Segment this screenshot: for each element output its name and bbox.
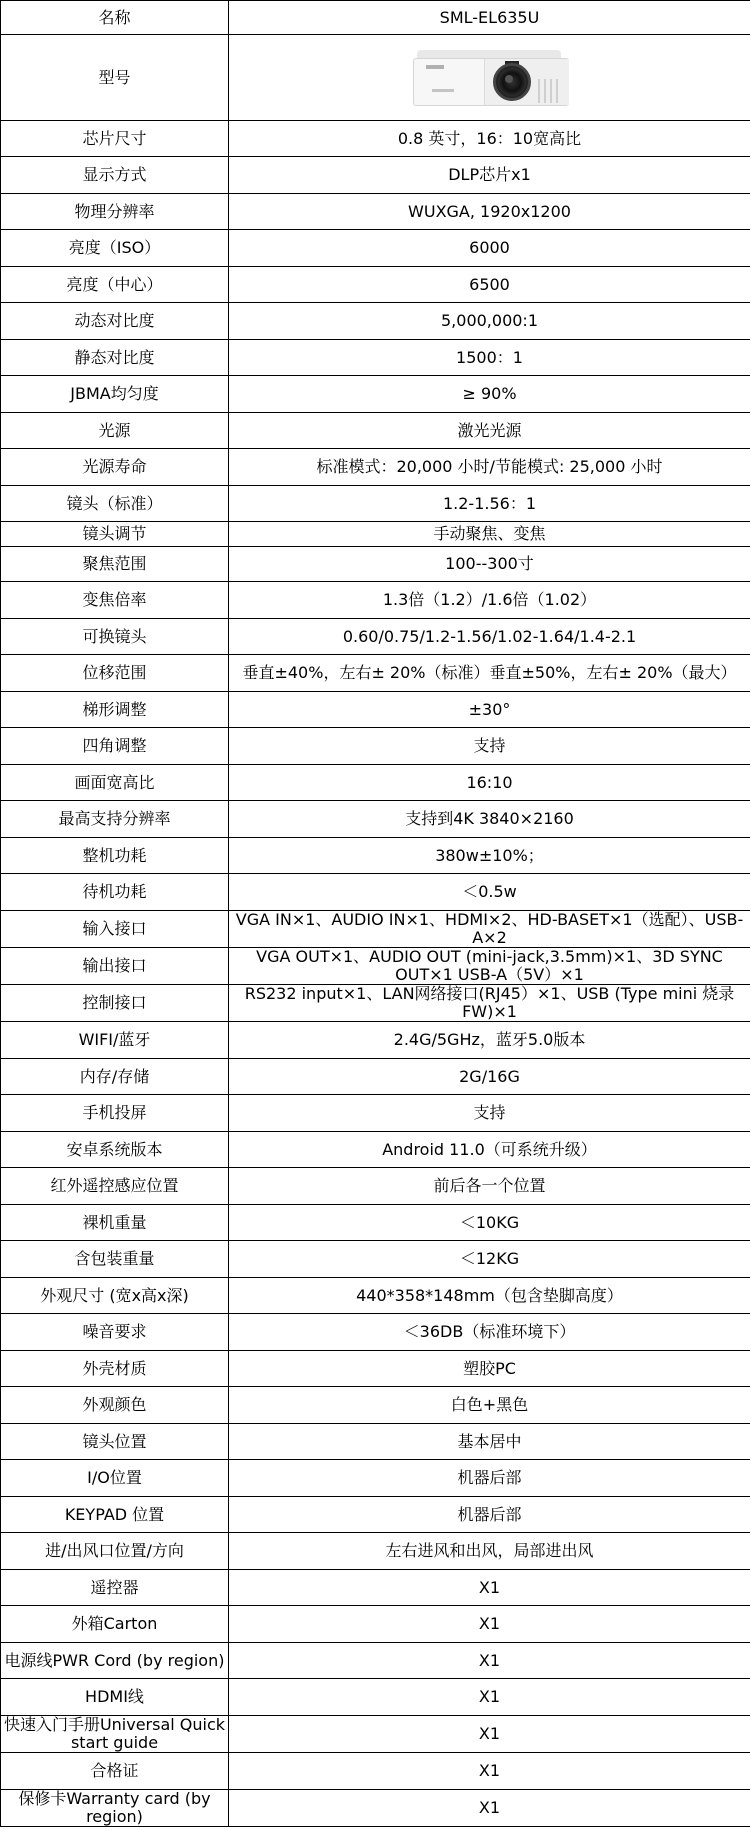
- row-label: 保修卡Warranty card (by region): [1, 1790, 229, 1827]
- row-label: 合格证: [1, 1753, 229, 1790]
- row-value: VGA OUT×1、AUDIO OUT (mini-jack,3.5mm)×1、3D SYNC OUT×1 USB-A（5V）×1: [229, 948, 750, 985]
- table-row: [1, 765, 750, 801]
- row-value: X1: [229, 1643, 750, 1679]
- table-row: [1, 1314, 750, 1351]
- table-row: [1, 35, 750, 121]
- table-row: [1, 1022, 750, 1059]
- row-value: 垂直±40%，左右± 20%（标准）垂直±50%，左右± 20%（最大）: [229, 655, 750, 692]
- row-label: 裸机重量: [1, 1205, 229, 1241]
- row-label: 外箱Carton: [1, 1606, 229, 1643]
- product-image: [231, 37, 748, 119]
- row-label: 亮度（ISO）: [1, 230, 229, 267]
- table-row: [1, 985, 750, 1022]
- row-label: 噪音要求: [1, 1314, 229, 1351]
- row-label: 电源线PWR Cord (by region): [1, 1643, 229, 1679]
- row-value: ＜12KG: [229, 1241, 750, 1278]
- table-row: [1, 655, 750, 692]
- row-value: 6000: [229, 230, 750, 267]
- row-value: VGA IN×1、AUDIO IN×1、HDMI×2、HD-BASET×1（选配）、USB-A×2: [229, 911, 750, 948]
- row-label: 物理分辨率: [1, 194, 229, 230]
- table-row: [1, 911, 750, 948]
- row-value: 支持: [229, 728, 750, 765]
- row-label: 镜头（标准）: [1, 486, 229, 522]
- row-label: 动态对比度: [1, 303, 229, 340]
- table-row: [1, 121, 750, 157]
- row-label: 静态对比度: [1, 340, 229, 376]
- table-row: [1, 1753, 750, 1790]
- table-row: [1, 547, 750, 582]
- row-label: 最高支持分辨率: [1, 801, 229, 838]
- row-label: JBMA均匀度: [1, 376, 229, 413]
- row-label: 内存/存储: [1, 1059, 229, 1095]
- table-row: [1, 1241, 750, 1278]
- row-value: WUXGA, 1920x1200: [229, 194, 750, 230]
- row-value: 6500: [229, 267, 750, 303]
- table-row: [1, 728, 750, 765]
- row-value: 白色+黑色: [229, 1387, 750, 1424]
- table-row: [1, 157, 750, 194]
- row-value: 440*358*148mm（包含垫脚高度）: [229, 1278, 750, 1314]
- row-value: 1500：1: [229, 340, 750, 376]
- row-label: 输入接口: [1, 911, 229, 948]
- table-row: [1, 692, 750, 728]
- table-row: [1, 1095, 750, 1132]
- table-row: [1, 303, 750, 340]
- row-value: 380w±10%；: [229, 838, 750, 874]
- row-label: 镜头调节: [1, 522, 229, 547]
- row-label: 输出接口: [1, 948, 229, 985]
- row-label: 外观尺寸 (宽x高x深): [1, 1278, 229, 1314]
- table-row: [1, 874, 750, 911]
- row-value: X1: [229, 1716, 750, 1753]
- row-value: 标准模式：20,000 小时/节能模式: 25,000 小时: [229, 449, 750, 486]
- table-row: [1, 582, 750, 619]
- row-label: 控制接口: [1, 985, 229, 1022]
- row-value: 支持: [229, 1095, 750, 1132]
- table-row: [1, 1205, 750, 1241]
- table-row: [1, 1716, 750, 1753]
- row-value: ±30°: [229, 692, 750, 728]
- table-row: [1, 522, 750, 547]
- row-label: 芯片尺寸: [1, 121, 229, 157]
- row-value: X1: [229, 1753, 750, 1790]
- row-value: 前后各一个位置: [229, 1168, 750, 1205]
- row-value: 2.4G/5GHz，蓝牙5.0版本: [229, 1022, 750, 1059]
- row-label: 光源: [1, 413, 229, 449]
- table-row: [1, 1278, 750, 1314]
- table-row: [1, 1460, 750, 1497]
- table-row: [1, 376, 750, 413]
- row-label: 含包装重量: [1, 1241, 229, 1278]
- row-value: 基本居中: [229, 1424, 750, 1460]
- table-row: [1, 267, 750, 303]
- row-value: 塑胶PC: [229, 1351, 750, 1387]
- table-row: [1, 1387, 750, 1424]
- row-label: 亮度（中心）: [1, 267, 229, 303]
- row-label: 梯形调整: [1, 692, 229, 728]
- row-value: RS232 input×1、LAN网络接口(RJ45）×1、USB (Type mini 烧录FW)×1: [229, 985, 750, 1022]
- table-row: [1, 340, 750, 376]
- row-value: SML-EL635U: [229, 1, 750, 35]
- row-value: DLP芯片x1: [229, 157, 750, 194]
- table-row: [1, 1679, 750, 1716]
- row-label: 外壳材质: [1, 1351, 229, 1387]
- row-value: X1: [229, 1679, 750, 1716]
- table-row: [1, 194, 750, 230]
- row-value: 左右进风和出风，局部进出风: [229, 1533, 750, 1570]
- row-value: 2G/16G: [229, 1059, 750, 1095]
- row-value: ＜0.5w: [229, 874, 750, 911]
- row-label: HDMI线: [1, 1679, 229, 1716]
- table-row: [1, 801, 750, 838]
- table-row: [1, 1, 750, 35]
- row-label: 安卓系统版本: [1, 1132, 229, 1168]
- row-label: 整机功耗: [1, 838, 229, 874]
- row-label: 遥控器: [1, 1570, 229, 1606]
- table-row: [1, 838, 750, 874]
- row-label: 镜头位置: [1, 1424, 229, 1460]
- table-row: [1, 1424, 750, 1460]
- table-row: [1, 1059, 750, 1095]
- table-row: [1, 486, 750, 522]
- row-label: 待机功耗: [1, 874, 229, 911]
- row-label: 四角调整: [1, 728, 229, 765]
- spec-table-body: [1, 1, 750, 1827]
- row-label: 红外遥控感应位置: [1, 1168, 229, 1205]
- row-value: 手动聚焦、变焦: [229, 522, 750, 547]
- row-value: ＜36DB（标准环境下）: [229, 1314, 750, 1351]
- row-label: 名称: [1, 1, 229, 35]
- table-row: [1, 948, 750, 985]
- row-value: 100--300寸: [229, 547, 750, 582]
- row-label: 可换镜头: [1, 619, 229, 655]
- table-row: [1, 230, 750, 267]
- row-value: X1: [229, 1790, 750, 1827]
- row-label: 位移范围: [1, 655, 229, 692]
- row-value: X1: [229, 1570, 750, 1606]
- table-row: [1, 1533, 750, 1570]
- table-row: [1, 1570, 750, 1606]
- row-value: 5,000,000:1: [229, 303, 750, 340]
- row-label: 进/出风口位置/方向: [1, 1533, 229, 1570]
- row-value: 1.2-1.56：1: [229, 486, 750, 522]
- row-value: 0.60/0.75/1.2-1.56/1.02-1.64/1.4-2.1: [229, 619, 750, 655]
- row-value: Android 11.0（可系统升级）: [229, 1132, 750, 1168]
- table-row: [1, 1790, 750, 1827]
- table-row: [1, 413, 750, 449]
- row-value: ＜10KG: [229, 1205, 750, 1241]
- row-label: 显示方式: [1, 157, 229, 194]
- row-label: KEYPAD 位置: [1, 1497, 229, 1533]
- row-label: I/O位置: [1, 1460, 229, 1497]
- table-row: [1, 1606, 750, 1643]
- row-value: ≥ 90%: [229, 376, 750, 413]
- row-value: 16:10: [229, 765, 750, 801]
- table-row: [1, 1168, 750, 1205]
- row-label: 变焦倍率: [1, 582, 229, 619]
- row-label: 光源寿命: [1, 449, 229, 486]
- row-value: X1: [229, 1606, 750, 1643]
- row-label: 快速入门手册Universal Quick start guide: [1, 1716, 229, 1753]
- row-label: 画面宽高比: [1, 765, 229, 801]
- row-value: 1.3倍（1.2）/1.6倍（1.02）: [229, 582, 750, 619]
- row-value: 支持到4K 3840×2160: [229, 801, 750, 838]
- table-row: [1, 619, 750, 655]
- row-label: 手机投屏: [1, 1095, 229, 1132]
- product-image-cell: [229, 35, 750, 121]
- table-row: [1, 449, 750, 486]
- row-label: WIFI/蓝牙: [1, 1022, 229, 1059]
- row-value: 机器后部: [229, 1460, 750, 1497]
- row-value: 机器后部: [229, 1497, 750, 1533]
- row-value: 0.8 英寸，16：10宽高比: [229, 121, 750, 157]
- table-row: [1, 1132, 750, 1168]
- row-label: 外观颜色: [1, 1387, 229, 1424]
- row-label: 型号: [1, 35, 229, 121]
- table-row: [1, 1643, 750, 1679]
- table-row: [1, 1351, 750, 1387]
- row-label: 聚焦范围: [1, 547, 229, 582]
- row-value: 激光光源: [229, 413, 750, 449]
- table-row: [1, 1497, 750, 1533]
- projector-image: [413, 48, 567, 108]
